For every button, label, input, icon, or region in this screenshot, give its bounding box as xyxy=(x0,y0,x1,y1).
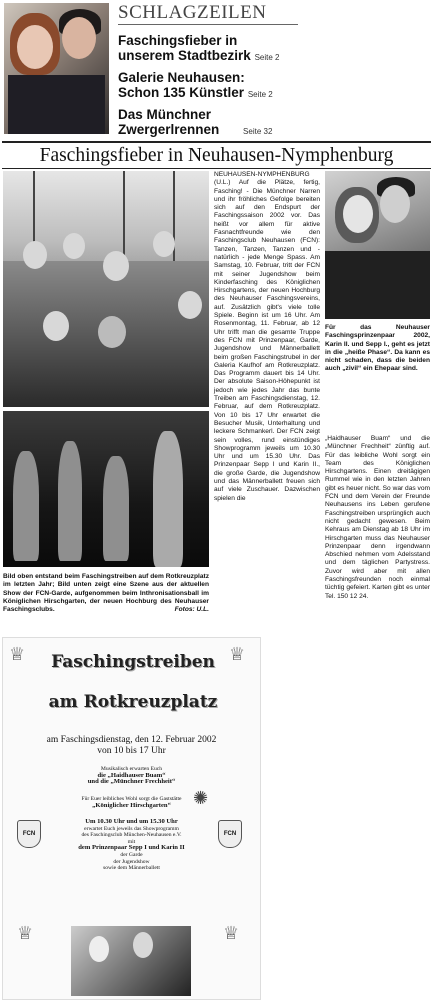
section-title: SCHLAGZEILEN xyxy=(118,2,298,25)
headline-item-1[interactable] xyxy=(118,33,279,65)
jester-icon: ♕ xyxy=(229,644,246,664)
headline-text: Faschingsfieber in xyxy=(118,33,238,48)
headline-text: Galerie Neuhausen: xyxy=(118,70,245,85)
jester-icon: ♕ xyxy=(223,923,240,943)
show-line: der Garde xyxy=(120,851,143,858)
event-poster xyxy=(2,637,261,1000)
garde-show-photo xyxy=(3,411,209,567)
caption-text: Bild oben entstand beim Faschingstreiben auf dem Rotkreuzplatz im letzten Jahr; Bild unten zeigt eine Szene aus der aktuellen Show der FCN-Garde, aufgenommen beim Inthronisationsball im Königlichen Hirschgarten, der neuen Hochburg des Neuhauser Faschingsclubs. xyxy=(3,573,209,614)
page-ref: Seite 2 xyxy=(254,53,280,62)
divider xyxy=(2,168,431,169)
photo-credit: Fotos: U.L. xyxy=(174,606,209,614)
article-column-2: NEUHAUSEN-NYMPHENBURG (U.L.) Auf die Plätze, fertig, Fasching! - Die Münchner Narren und ihr fröhliches Gefolge bereiten sich auf den Endspurt der Faschingssaison 2002 vor. Das heißt vor allem für aktive Fasnachtfreunde wie den Faschingsclub Neuhausen (FCN): Tanzen, Tanzen, Tanzen und - natürlich - jede Menge Spass. Am Samstag, 10. Februar, tritt der FCN mit seiner Jugendshow beim Kinderfasching des Königlichen Hirschgartens, der neuen Hochburg des Neuhauser Faschingsvereins, auf. Zusätzlich gibt's viele tolle Spiele. Beginn ist um 16 Uhr. Am Rosenmontag, 11. Februar, ab 12 Uhr trifft man die gesamte Truppe des FCN mit Prinzenpaar, Garde, Jugendshow und Männerballett beim großen Faschingstrubel in der Galeria Kaufhof am Rotkreuzplatz. Das Programm dauert bis 14 Uhr. Der absolute Saison-Höhepunkt ist jedoch wie jedes Jahr das bunte Treiben am Faschingsdienstag, 12. Februar, auf dem Rotkreuzplatz. Von 10 bis 17 Uhr erwartet die Besucher Musik, Unterhaltung und leckere Schmankerl. Der FCN zeigt sein volles, rund einstündiges Showprogramm jeweils um 10.30 Uhr und um 15.30 Uhr. Das Prinzenpaar Sepp I und Karin II., die große Garde, die Jugendshow und das Männerballett freuen sich auf viele Zuschauer. Dazwischen spielen die xyxy=(214,171,320,502)
date-line: am Faschingsdienstag, den 12. Februar 2002 xyxy=(46,735,217,745)
fcn-badge-icon: FCN xyxy=(218,820,242,848)
show-line: mit xyxy=(127,838,136,845)
prince-couple-line: dem Prinzenpaar Sepp I und Karin II xyxy=(78,844,185,852)
page-ref: Seite 32 xyxy=(243,127,273,136)
headline-text: Das Münchner xyxy=(118,107,212,122)
divider xyxy=(2,141,431,143)
poster-title: Faschingstreiben xyxy=(51,652,215,672)
band-name: und die „Münchner Frechheit“ xyxy=(87,778,176,786)
show-info xyxy=(43,819,220,872)
jester-icon: ♕ xyxy=(9,644,26,664)
time-line: von 10 bis 17 Uhr xyxy=(97,746,166,756)
headline-text: unserem Stadtbezirk xyxy=(118,48,251,63)
confetti-icon: ✺ xyxy=(193,788,209,808)
article-column-3: „Haidhauser Buam“ und die „Münchner Frechheit“ zünftig auf. Für das leibliche Wohl sorgt ein Team des Königlichen Hirschgartens. Einen dreitägigen Rummel wie in den letzten Jahren gibt es heuer nicht. So war das vom FCN und dem Verein der Freunde Neuhausens ins Leben gerufene Faschingstreiben ursprünglich auch nicht gedacht gewesen. Beim Kehraus am Dienstag ab 18 Uhr im Hirschgarten muss das Neuhauser Prinzenpaar denn irgendwann Abschied nehmen vom Adelsstand und dem täglichen Partystress. Zuvor wird aber mit allen Faschingsfreunden noch einmal tüchtig gefeiert. Karten gibt es unter Tel. 150 12 24. xyxy=(325,435,430,600)
poster-subtitle: am Rotkreuzplatz xyxy=(48,692,218,712)
headline-item-3[interactable] xyxy=(118,107,272,139)
photo-caption xyxy=(3,573,209,614)
music-line: Musikalisch erwarten Euch xyxy=(100,766,163,772)
header-photo-couple xyxy=(4,3,109,134)
show-line: erwartet Euch jeweils das Showprogramm xyxy=(84,825,179,832)
article-title: Faschingsfieber in Neuhausen-Nymphenburg xyxy=(39,145,394,166)
show-line: der Jugendshow xyxy=(113,858,150,865)
headline-text: Zwergerlrennen xyxy=(118,122,220,137)
music-info xyxy=(43,766,220,786)
band-name: die „Haidhauser Buam“ xyxy=(97,771,166,779)
show-line: des Faschingsclub München-Neuhausen e.V. xyxy=(81,832,182,839)
poster-date xyxy=(13,735,250,757)
page-ref: Seite 2 xyxy=(247,90,273,99)
prince-couple-photo xyxy=(325,171,430,319)
fcn-badge-icon: FCN xyxy=(17,820,41,848)
headline-text: Schon 135 Künstler xyxy=(118,85,245,100)
headline-item-2[interactable] xyxy=(118,70,273,102)
crowd-photo xyxy=(3,171,209,407)
jester-icon: ♕ xyxy=(17,923,34,943)
poster-couple-photo xyxy=(71,926,191,996)
prince-couple-caption: Für das Neuhauser Faschingsprinzenpaar 2002, Karin II. und Sepp I., geht es jetzt in die „heiße Phase“. Da kann es nicht schaden, dass die beiden auch „zivil“ ein Ehepaar sind. xyxy=(325,324,430,373)
food-line: Für Euer leibliches Wohl sorgt die Gaststätte xyxy=(81,796,182,802)
food-info xyxy=(43,796,220,809)
venue-name: „Königlicher Hirschgarten“ xyxy=(92,801,171,809)
show-time: Um 10.30 Uhr und um 15.30 Uhr xyxy=(85,818,178,825)
show-line: sowie dem Männerballett xyxy=(103,865,160,872)
